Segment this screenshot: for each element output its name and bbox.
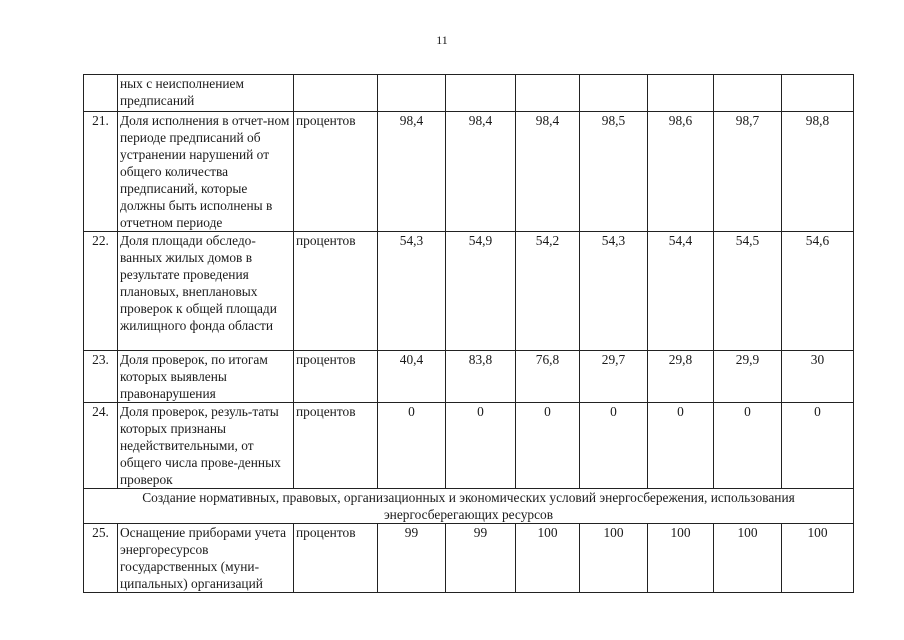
value-cell (378, 75, 446, 112)
value-cell (580, 75, 648, 112)
row-number-cell: 22. (84, 232, 118, 351)
value-cell: 100 (580, 524, 648, 593)
value-cell: 0 (580, 403, 648, 489)
value-cell: 29,8 (648, 351, 714, 403)
indicator-name-cell: Доля исполнения в отчет-ном периоде предписаний об устранении нарушений от общего количества предписаний, которые должны быть исполнены в отчетном периоде (118, 112, 294, 232)
value-cell: 76,8 (516, 351, 580, 403)
value-cell: 29,7 (580, 351, 648, 403)
table-row (84, 351, 854, 403)
row-number-cell (84, 75, 118, 112)
value-cell: 54,3 (580, 232, 648, 351)
value-cell: 98,8 (782, 112, 854, 232)
unit-cell (294, 75, 378, 112)
indicator-name-cell: Оснащение приборами учета энергоресурсов государственных (муни-ципальных) организаций (118, 524, 294, 593)
value-cell (516, 75, 580, 112)
value-cell (446, 75, 516, 112)
value-cell: 100 (648, 524, 714, 593)
section-heading: Создание нормативных, правовых, организационных и экономических условий энергосбережения, использования энергосберегающих ресурсов (84, 489, 854, 524)
value-cell: 0 (782, 403, 854, 489)
value-cell: 99 (446, 524, 516, 593)
table-row-continuation (84, 75, 854, 112)
value-cell: 54,2 (516, 232, 580, 351)
value-cell: 83,8 (446, 351, 516, 403)
value-cell (782, 75, 854, 112)
row-number-cell: 24. (84, 403, 118, 489)
table-row (84, 232, 854, 351)
value-cell: 29,9 (714, 351, 782, 403)
value-cell: 54,9 (446, 232, 516, 351)
value-cell: 54,3 (378, 232, 446, 351)
value-cell: 0 (378, 403, 446, 489)
unit-cell: процентов (294, 524, 378, 593)
value-cell: 0 (648, 403, 714, 489)
section-heading-row (84, 489, 854, 524)
unit-cell: процентов (294, 112, 378, 232)
row-number-cell: 25. (84, 524, 118, 593)
value-cell: 99 (378, 524, 446, 593)
value-cell: 0 (516, 403, 580, 489)
page-number: 11 (436, 33, 448, 47)
value-cell: 40,4 (378, 351, 446, 403)
value-cell: 30 (782, 351, 854, 403)
value-cell: 98,4 (446, 112, 516, 232)
value-cell: 100 (782, 524, 854, 593)
unit-cell: процентов (294, 403, 378, 489)
unit-cell: процентов (294, 351, 378, 403)
table-row (84, 524, 854, 593)
value-cell: 0 (446, 403, 516, 489)
unit-cell: процентов (294, 232, 378, 351)
value-cell (714, 75, 782, 112)
value-cell: 98,4 (516, 112, 580, 232)
value-cell: 100 (516, 524, 580, 593)
value-cell: 54,4 (648, 232, 714, 351)
row-number-cell: 23. (84, 351, 118, 403)
value-cell: 98,7 (714, 112, 782, 232)
indicator-name-cell: Доля проверок, по итогам которых выявлены правонарушения (118, 351, 294, 403)
row-number-cell: 21. (84, 112, 118, 232)
table-row (84, 403, 854, 489)
table-body (84, 75, 854, 593)
value-cell: 100 (714, 524, 782, 593)
indicators-table (83, 74, 854, 593)
value-cell: 54,6 (782, 232, 854, 351)
value-cell: 0 (714, 403, 782, 489)
indicator-name-cell: ных с неисполнением предписаний (118, 75, 294, 112)
value-cell: 98,5 (580, 112, 648, 232)
value-cell (648, 75, 714, 112)
table-row (84, 112, 854, 232)
value-cell: 98,6 (648, 112, 714, 232)
indicator-name-cell: Доля проверок, резуль-таты которых признаны недействительными, от общего числа прове-денных проверок (118, 403, 294, 489)
indicator-name-cell: Доля площади обследо-ванных жилых домов в результате проведения плановых, внеплановых проверок к общей площади жилищного фонда области (118, 232, 294, 351)
value-cell: 54,5 (714, 232, 782, 351)
value-cell: 98,4 (378, 112, 446, 232)
